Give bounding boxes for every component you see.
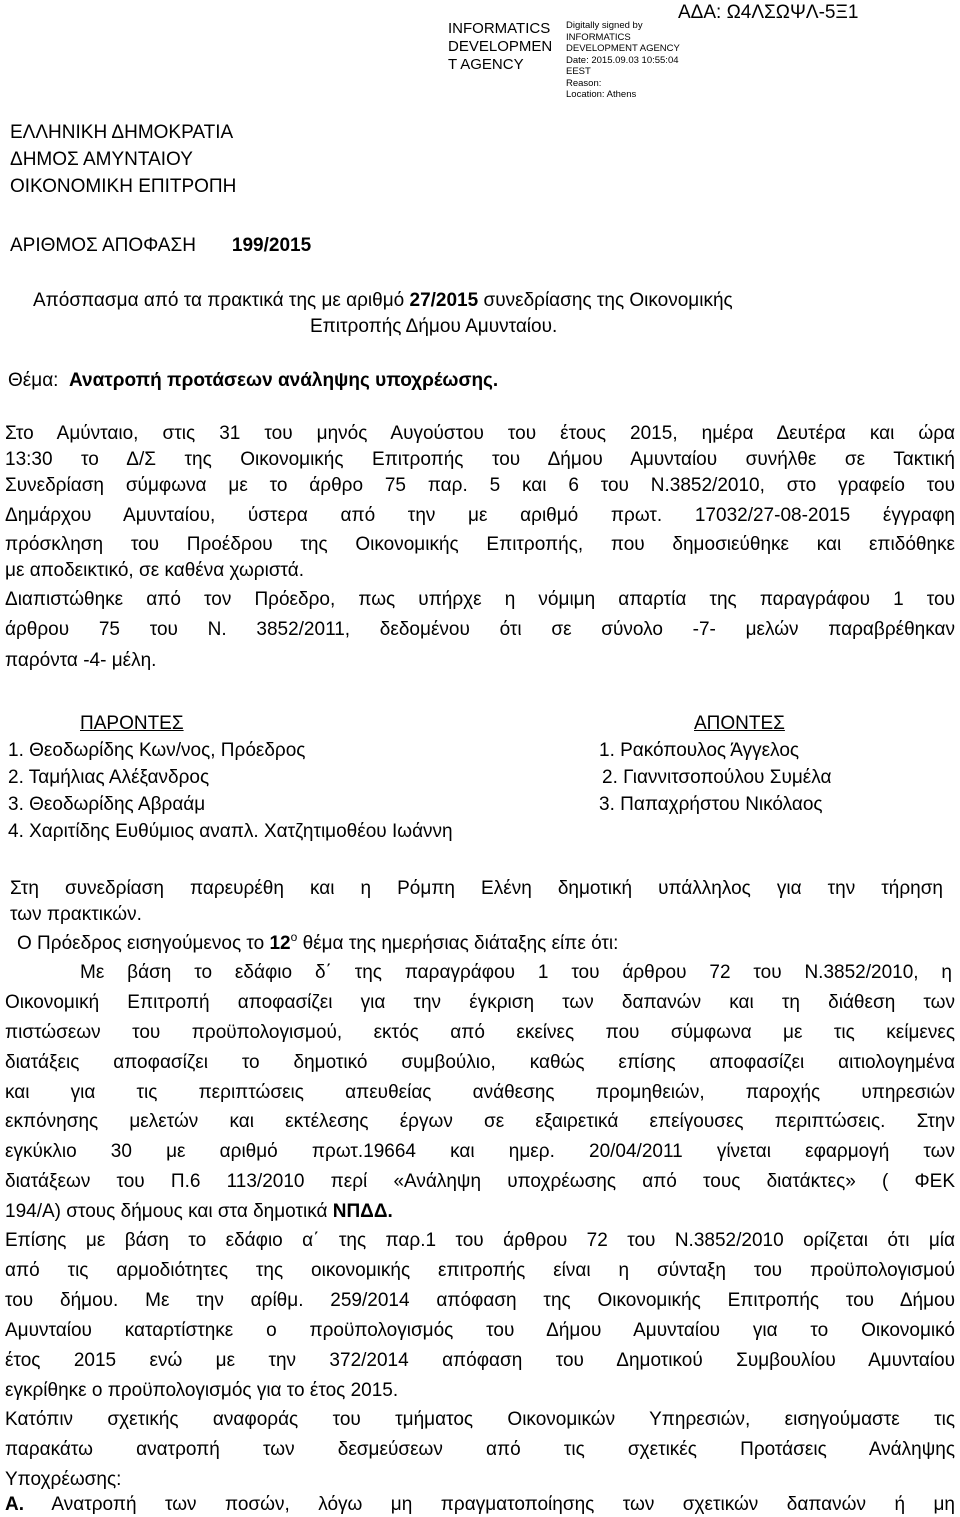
present-member: 3. Θεοδωρίδης Αβραάμ: [8, 794, 206, 815]
present-member: 1. Θεοδωρίδης Κων/νος, Πρόεδρος: [8, 740, 306, 761]
chair-text: Ο Πρόεδρος εισηγούμενος το: [17, 933, 270, 954]
ada-code: ΑΔΑ: Ω4ΛΣΩΨΛ-5Ξ1: [678, 2, 859, 23]
body-line: παρακάτω ανατροπή των δεσμεύσεων από τις σχετικές Προτάσεις Ανάληψης: [5, 1439, 955, 1460]
header-republic: ΕΛΛΗΝΙΚΗ ΔΗΜΟΚΡΑΤΙΑ: [10, 122, 234, 143]
present-member: 4. Χαριτίδης Ευθύμιος αναπλ. Χατζητιμοθέου Ιωάννη: [8, 821, 453, 842]
body-line: Οικονομική Επιτροπή αποφασίζει για την έγκριση των δαπανών και τη διάθεση των: [5, 992, 955, 1013]
session-note: των πρακτικών.: [10, 904, 142, 925]
present-member: 2. Ταμήλιας Αλέξανδρος: [8, 767, 210, 788]
body-line: Κατόπιν σχετικής αναφοράς του τμήματος Οικονομικών Υπηρεσιών, εισηγούμαστε τις: [5, 1409, 955, 1430]
intro-line: Δημάρχου Αμυνταίου, ύστερα από την με αριθμό πρωτ. 17032/27-08-2015 έγγραφη: [5, 505, 955, 526]
decision-number: [10, 233, 311, 259]
chair-text: θέμα της ημερήσιας διάταξης είπε ότι:: [297, 933, 619, 954]
agenda-item-number: 12: [269, 933, 291, 954]
body-line: Με βάση το εδάφιο δ΄ της παραγράφου 1 του άρθρου 72 του Ν.3852/2010, η: [80, 962, 952, 983]
excerpt-text: Απόσπασμα από τα πρακτικά της με αριθμό: [33, 290, 410, 311]
point-a: [5, 1494, 955, 1516]
signature-detail-line: Date: 2015.09.03 10:55:04: [566, 54, 679, 66]
signature-detail-line: Reason:: [566, 77, 602, 89]
header-committee: ΟΙΚΟΝΟΜΙΚΗ ΕΠΙΤΡΟΠΗ: [10, 176, 237, 197]
signature-detail-line: Location: Athens: [566, 89, 637, 100]
absent-member: 1. Ρακόπουλος Άγγελος: [599, 740, 800, 761]
body-line: πιστώσεων του προϋπολογισμού, εκτός από εκείνες που σύμφωνα με τις κείμενες: [5, 1022, 955, 1043]
session-note: Στη συνεδρίαση παρευρέθη και η Ρόμπη Ελένη δημοτική υπάλληλος για την τήρηση: [10, 878, 943, 899]
signature-detail-line: DEVELOPMENT AGENCY: [566, 43, 680, 54]
signature-organization: [448, 20, 552, 74]
subject: [8, 368, 498, 394]
signature-org-line: T AGENCY: [448, 56, 524, 73]
decision-value: 199/2015: [231, 235, 312, 256]
body-line: εκπόνησης μελετών και εκτέλεσης έργων σε εξαιρετικά επείγουσες περιπτώσεις. Στην: [5, 1111, 955, 1132]
body-line: Επίσης με βάση το εδάφιο α΄ της παρ.1 του άρθρου 72 του Ν.3852/2010 ορίζεται ότι μία: [5, 1230, 955, 1251]
absent-member: 2. Γιαννιτσοπούλου Συμέλα: [602, 767, 832, 788]
excerpt-text: συνεδρίασης της Οικονομικής: [478, 290, 733, 311]
signature-detail-line: Digitally signed by: [566, 20, 643, 31]
body-line-text: 194/Α) στους δήμους και στα δημοτικά ΝΠΔΔ.: [5, 1201, 393, 1222]
body-line: διατάξεων του Π.6 113/2010 περί «Ανάληψη υποχρέωσης από τους διατάκτες» ( ΦΕΚ: [5, 1171, 955, 1192]
body-line: του δήμου. Με την αρίθμ. 259/2014 απόφαση της Οικονομικής Επιτροπής του Δήμου: [5, 1290, 955, 1311]
subject-label: Θέμα:: [8, 370, 59, 391]
signature-org-line: DEVELOPMEN: [448, 38, 553, 55]
decision-label: ΑΡΙΘΜΟΣ ΑΠΟΦΑΣΗ: [10, 235, 196, 256]
present-title: ΠΑΡΟΝΤΕΣ: [80, 713, 184, 734]
intro-line: 13:30 το Δ/Σ της Οικονομικής Επιτροπής του Δήμου Αμυνταίου συνήλθε σε Τακτική: [5, 449, 955, 470]
signature-detail-line: INFORMATICS: [566, 31, 631, 43]
ordinal-suffix: ο: [290, 930, 298, 944]
body-line: εγκύκλιο 30 με αριθμό πρωτ.19664 και ημερ. 20/04/2011 γίνεται εφαρμογή των: [5, 1141, 955, 1162]
signature-org-line: INFORMATICS: [448, 20, 551, 37]
excerpt-line: [33, 288, 733, 314]
intro-line: άρθρου 75 του Ν. 3852/2011, δεδομένου ότι σε σύνολο -7- μελών παραβρέθηκαν: [5, 619, 955, 640]
body-line: από τις αρμοδιότητες της οικονομικής επιτροπής είναι η σύνταξη του προϋπολογισμού: [5, 1260, 955, 1281]
header-municipality: ΔΗΜΟΣ ΑΜΥΝΤΑΙΟΥ: [10, 149, 193, 170]
intro-line: πρόσκληση του Προέδρου της Οικονομικής Επιτροπής, που δημοσιεύθηκε και επιδόθηκε: [5, 534, 955, 555]
signature-detail-line: EEST: [566, 66, 591, 77]
absent-member: 3. Παπαχρήστου Νικόλαος: [599, 794, 823, 815]
body-line: Αμυνταίου καταρτίστηκε ο προϋπολογισμός του Δήμου Αμυνταίου για το Οικονομικό: [5, 1320, 955, 1341]
body-line: και για τις περιπτώσεις απευθείας ανάθεσης προμηθειών, παροχής υπηρεσιών: [5, 1082, 955, 1103]
body-line: [5, 1199, 955, 1225]
excerpt-line-2: Επιτροπής Δήμου Αμυνταίου.: [310, 316, 558, 337]
intro-line: παρόντα -4- μέλη.: [5, 650, 157, 671]
intro-line: με αποδεικτικό, σε καθένα χωριστά.: [5, 560, 305, 581]
point-a-label: Α.: [5, 1494, 24, 1515]
session-number: 27/2015: [409, 290, 479, 311]
signature-details: [566, 20, 680, 101]
npdd-bold: ΝΠΔΔ.: [332, 1201, 393, 1222]
intro-line: Συνεδρίαση σύμφωνα με το άρθρο 75 παρ. 5 και 6 του Ν.3852/2010, στο γραφείο του: [5, 475, 955, 496]
body-line: εγκρίθηκε ο προϋπολογισμός για το έτος 2015.: [5, 1380, 399, 1401]
body-line: Υποχρέωσης:: [5, 1469, 122, 1490]
point-a-text: Ανατροπή των ποσών, λόγω μη πραγματοποίησης των σχετικών δαπανών ή μη: [24, 1494, 955, 1515]
subject-text: Ανατροπή προτάσεων ανάληψης υποχρέωσης.: [69, 370, 499, 391]
body-line: έτος 2015 ενώ με την 372/2014 απόφαση του Δημοτικού Συμβουλίου Αμυνταίου: [5, 1350, 955, 1371]
absent-title: ΑΠΟΝΤΕΣ: [694, 713, 785, 734]
body-line: διατάξεις αποφασίζει το δημοτικό συμβούλιο, καθώς επίσης αποφασίζει αιτιολογημένα: [5, 1052, 955, 1073]
intro-line: Διαπιστώθηκε από τον Πρόεδρο, πως υπήρχε η νόμιμη απαρτία της παραγράφου 1 του: [5, 589, 955, 610]
intro-line: Στο Αμύνταιο, στις 31 του μηνός Αυγούστου του έτους 2015, ημέρα Δευτέρα και ώρα: [5, 423, 955, 444]
chair-intro: [17, 931, 618, 957]
